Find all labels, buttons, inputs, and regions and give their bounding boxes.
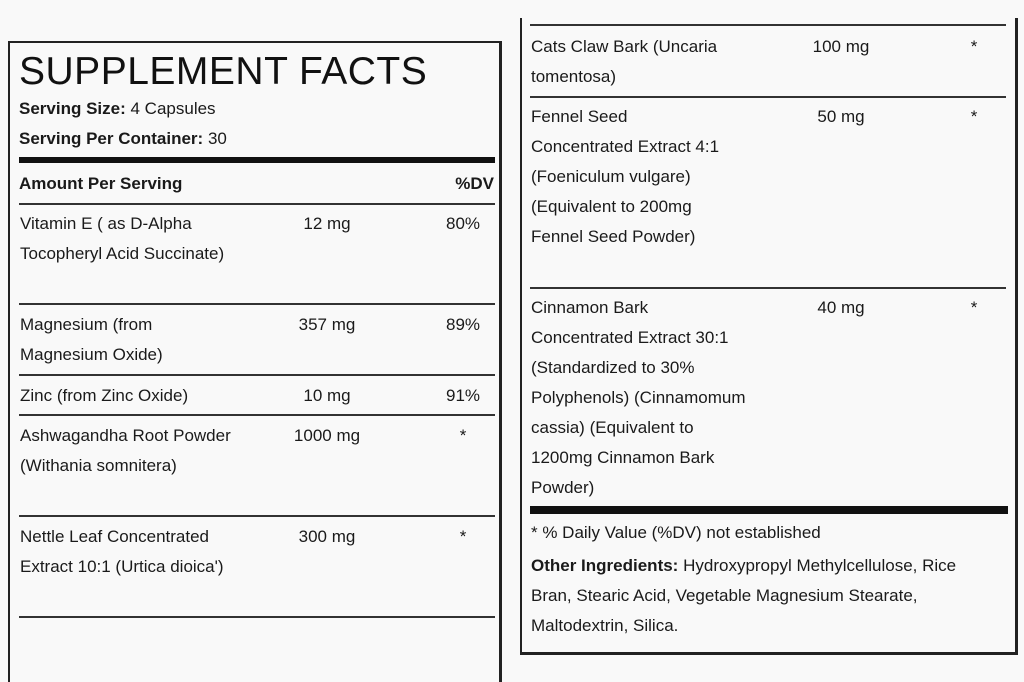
serving-size-label: Serving Size: <box>19 99 126 118</box>
ingredient-dv: 89% <box>445 315 481 334</box>
other-ingredients-label: Other Ingredients: <box>531 556 679 575</box>
panel-title: SUPPLEMENT FACTS <box>19 50 428 93</box>
amount-per-serving-label: Amount Per Serving <box>19 174 183 193</box>
ingredient-dv: * <box>970 107 978 126</box>
ingredient-name: Vitamin E ( as D-Alpha Tocopheryl Acid Succinate) <box>20 214 225 263</box>
row-divider <box>19 515 495 517</box>
serving-size-value: 4 Capsules <box>130 99 216 118</box>
ingredient-amount: 12 mg <box>303 214 351 233</box>
row-divider <box>530 24 1006 26</box>
ingredient-dv: * <box>459 426 467 445</box>
row-divider <box>19 303 495 305</box>
dv-footnote: * % Daily Value (%DV) not established <box>531 523 821 542</box>
row-divider <box>19 203 495 205</box>
ingredient-amount: 50 mg <box>817 107 865 126</box>
serving-per-container-label: Serving Per Container: <box>19 129 204 148</box>
thick-divider <box>19 157 495 163</box>
row-divider <box>530 96 1006 98</box>
amount-header-row <box>19 172 495 196</box>
row-divider <box>19 374 495 376</box>
ingredient-name: Cinnamon Bark Concentrated Extract 30:1 (Standardized to 30% Polyphenols) (Cinnamomum cassia) (Equivalent to 1200mg Cinnamon Bark Powder) <box>531 298 746 497</box>
ingredient-amount: 357 mg <box>298 315 356 334</box>
ingredient-name: Zinc (from Zinc Oxide) <box>20 386 189 405</box>
ingredient-name: Magnesium (from Magnesium Oxide) <box>20 315 163 364</box>
ingredient-name: Cats Claw Bark (Uncaria tomentosa) <box>531 37 718 86</box>
ingredient-amount: 300 mg <box>298 527 356 546</box>
thick-divider <box>530 506 1008 514</box>
ingredient-name: Fennel Seed Concentrated Extract 4:1 (Foeniculum vulgare) (Equivalent to 200mg Fennel Seed Powder) <box>531 107 720 246</box>
row-divider <box>19 616 495 618</box>
ingredient-dv: 91% <box>445 386 481 405</box>
row-divider <box>530 287 1006 289</box>
serving-size <box>19 98 216 120</box>
serving-per-container-value: 30 <box>207 129 227 148</box>
other-ingredients-value: Hydroxypropyl Methylcellulose, Rice Bran, Stearic Acid, Vegetable Magnesium Stearate, Maltodextrin, Silica. <box>531 556 957 635</box>
ingredient-amount: 1000 mg <box>293 426 361 445</box>
ingredient-dv: * <box>970 37 978 56</box>
serving-per-container <box>19 128 227 150</box>
ingredient-name: Ashwagandha Root Powder (Withania somnitera) <box>20 426 231 475</box>
ingredient-name: Nettle Leaf Concentrated Extract 10:1 (Urtica dioica') <box>20 527 224 576</box>
ingredient-dv: * <box>459 527 467 546</box>
ingredient-amount: 40 mg <box>817 298 865 317</box>
ingredient-dv: 80% <box>445 214 481 233</box>
ingredient-amount: 100 mg <box>812 37 870 56</box>
row-divider <box>19 414 495 416</box>
ingredient-amount: 10 mg <box>303 386 351 405</box>
dv-header-label: %DV <box>455 174 494 193</box>
ingredient-dv: * <box>970 298 978 317</box>
other-ingredients <box>531 551 1001 641</box>
